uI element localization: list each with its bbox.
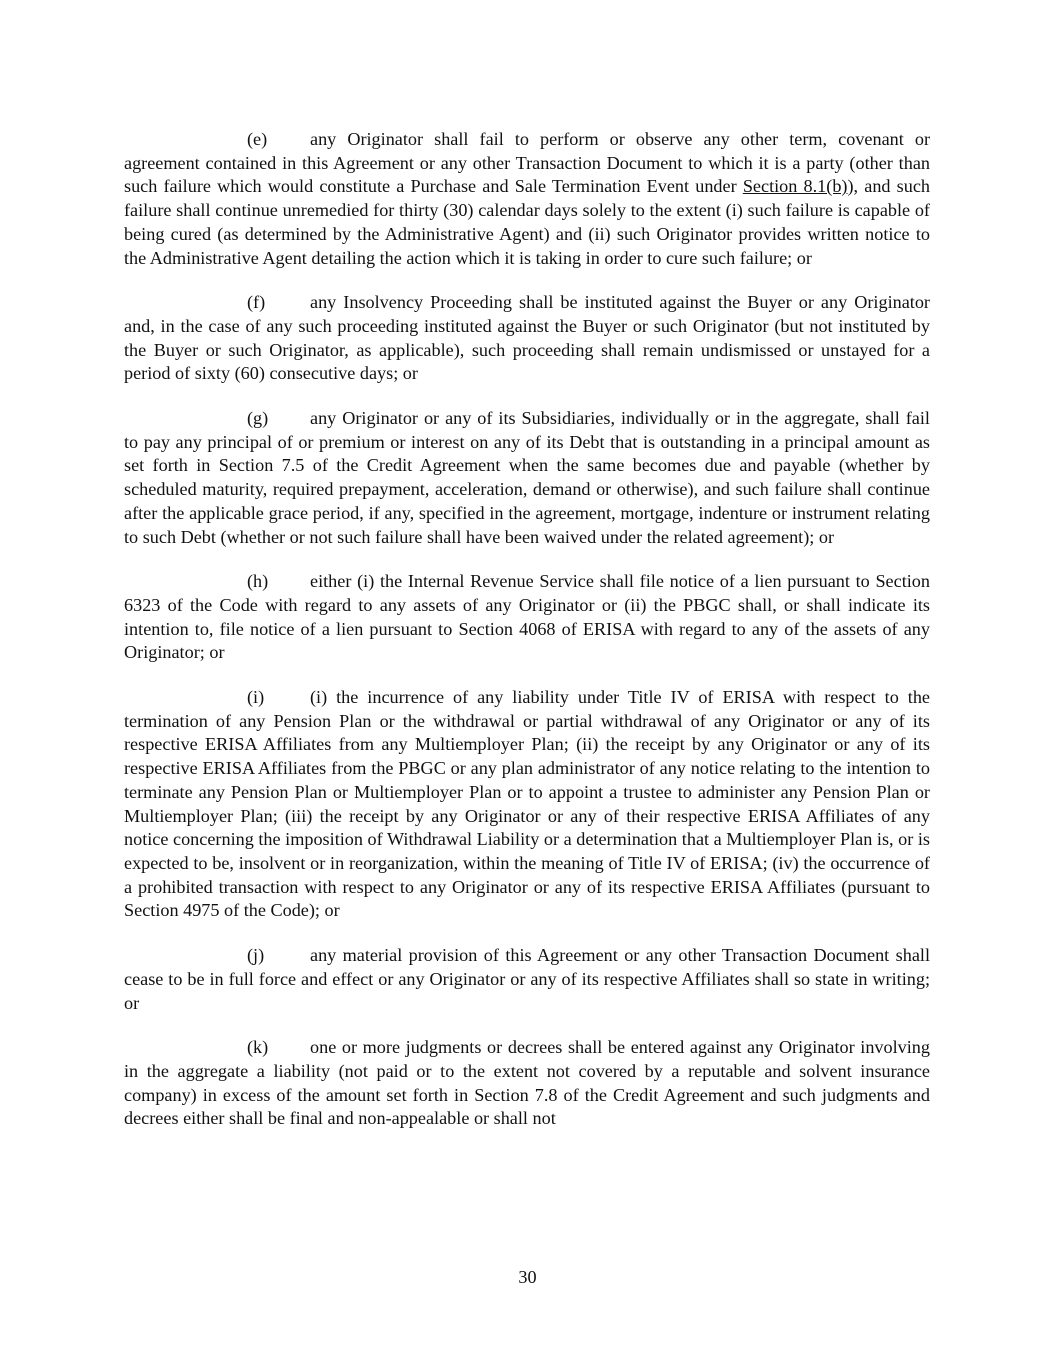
clause-i bbox=[124, 686, 930, 923]
clause-label: (f) bbox=[247, 292, 266, 313]
clause-g bbox=[124, 407, 930, 549]
clause-text: one or more judgments or decrees shall be entered against any Originator involving in the aggregate a liability (not paid or to the extent not covered by a reputable and solvent insurance company) in excess of the amount set forth in Section 7.8 of the Credit Agreement and such judgments and decrees either shall be final and non-appealable or shall not bbox=[124, 1037, 930, 1129]
clause-label: (j) bbox=[247, 945, 265, 966]
clause-text: any material provision of this Agreement or any other Transaction Document shall cease to be in full force and effect or any Originator or any of its respective Affiliates shall so state in writing; or bbox=[124, 945, 930, 1013]
section-reference: Section 8.1(b) bbox=[742, 176, 848, 197]
clause-label: (k) bbox=[247, 1037, 269, 1058]
clause-label: (i) bbox=[247, 687, 265, 708]
clause-label: (e) bbox=[247, 129, 268, 149]
clause-text: (i) the incurrence of any liability under Title IV of ERISA with respect to the termination of any Pension Plan or the withdrawal or partial withdrawal of any Originator or any of its respective ERISA Affiliates from any Multiemployer Plan; (ii) the receipt by any Originator or any of its respective ERISA Affiliates from the PBGC or any plan administrator of any notice relating to the intention to terminate any Pension Plan or Multiemployer Plan or to appoint a trustee to administer any Pension Plan or Multiemployer Plan; (iii) the receipt by any Originator or any of their respective ERISA Affiliates of any notice concerning the imposition of Withdrawal Liability or a determination that a Multiemployer Plan is, or is expected to be, insolvent or in reorganization, within the meaning of Title IV of ERISA; (iv) the occurrence of a prohibited transaction with respect to any Originator or any of its respective ERISA Affiliates (pursuant to Section 4975 of the Code); or bbox=[124, 687, 930, 921]
clause-f bbox=[124, 291, 930, 386]
clause-h bbox=[124, 570, 930, 665]
clause-label: (h) bbox=[247, 571, 269, 592]
clause-text: either (i) the Internal Revenue Service shall file notice of a lien pursuant to Section 6323 of the Code with regard to any assets of any Originator or (ii) the PBGC shall, or shall indicate its intention to, file notice of a lien pursuant to Section 4068 of ERISA with regard to any of the assets of any Originator; or bbox=[124, 571, 930, 663]
clause-text: any Originator or any of its Subsidiaries, individually or in the aggregate, shall fail to pay any principal of or premium or interest on any of its Debt that is outstanding in a principal amount as set forth in Section 7.5 of the Credit Agreement when the same becomes due and payable (whether by scheduled maturity, required prepayment, acceleration, demand or otherwise), and such failure shall continue after the applicable grace period, if any, specified in the agreement, mortgage, indenture or instrument relating to such Debt (whether or not such failure shall have been waived under the related agreement); or bbox=[124, 408, 930, 547]
clause-k bbox=[124, 1036, 930, 1131]
clause-label: (g) bbox=[247, 408, 269, 429]
clause-text: ), and such failure shall continue unremedied for thirty (30) calendar days solely to the extent (i) such failure is capable of being cured (as determined by the Administrative Agent) and (ii) such Originator provides written notice to the Administrative Agent detailing the action which it is taking in order to cure such failure; or bbox=[124, 176, 931, 268]
clause-text: any Originator shall fail to perform or observe any other term, covenant or agreement contained in this Agreement or any other Transaction Document to which it is a party (other than such failure which would constitute a Purchase and Sale Termination Event under bbox=[124, 129, 930, 197]
document-body bbox=[124, 128, 930, 1152]
page-number: 30 bbox=[518, 1267, 537, 1287]
clause-e bbox=[124, 128, 930, 270]
clause-text: any Insolvency Proceeding shall be instituted against the Buyer or any Originator and, in the case of any such proceeding instituted against the Buyer or such Originator (but not instituted by the Buyer or such Originator, as applicable), such proceeding shall remain undismissed or unstayed for a period of sixty (60) consecutive days; or bbox=[124, 292, 930, 384]
clause-j bbox=[124, 944, 930, 1015]
